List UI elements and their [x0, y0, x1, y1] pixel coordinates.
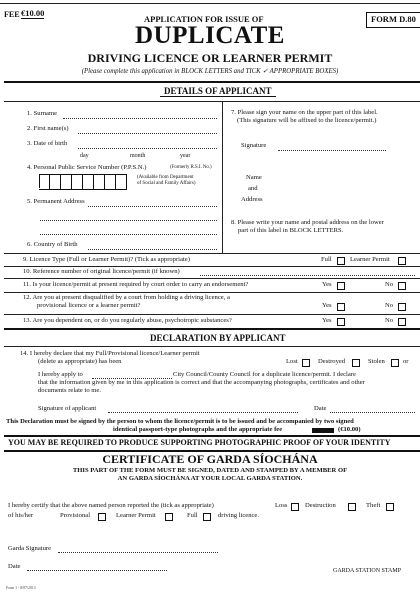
- destruction-checkbox[interactable]: [348, 503, 356, 511]
- garda-signature-field[interactable]: [58, 552, 218, 553]
- q11-yes-label: Yes: [322, 281, 332, 288]
- first-names-field[interactable]: [78, 133, 217, 134]
- q9-rule: [4, 253, 420, 254]
- surname-field[interactable]: [63, 118, 217, 119]
- q12-no-label: No: [385, 302, 394, 309]
- apply-text-3: documents relate to me.: [38, 387, 101, 394]
- q9-learner-label: Learner Permit: [350, 256, 390, 263]
- theft-checkbox[interactable]: [386, 503, 394, 511]
- declaration-line-2: (delete as appropriate) has been: [38, 358, 122, 365]
- q11-no-label: No: [385, 281, 394, 288]
- q11-no-checkbox[interactable]: [398, 282, 406, 290]
- applicant-signature-label: Signature of applicant: [38, 405, 97, 412]
- item7-text: 7. Please sign your name on the upper part of this label.: [231, 109, 378, 116]
- ppsn-cell[interactable]: [105, 174, 116, 190]
- garda-subtitle-2: AN GARDA SÍOCHÁNA AT YOUR LOCAL GARDA STATION.: [117, 475, 303, 482]
- form-code-box: FORM D.80: [366, 12, 420, 28]
- or-label: or: [403, 358, 409, 365]
- ppsn-cell[interactable]: [50, 174, 61, 190]
- declaration-line-1: 14. I hereby declare that my Full/Provisional licence/Learner permit: [20, 350, 200, 357]
- ppsn-availability-2: of Social and Family Affairs): [137, 181, 196, 186]
- declaration-title-rule: [4, 346, 420, 347]
- declaration-note-fee: (€10.00): [338, 426, 361, 433]
- lost-checkbox[interactable]: [302, 359, 310, 367]
- applicant-date-field[interactable]: [330, 412, 415, 413]
- garda-signature-label: Garda Signature: [8, 545, 52, 552]
- form-subtitle: DRIVING LICENCE OR LEARNER PERMIT: [87, 51, 333, 65]
- q9-text: 9. Licence Type (Full or Learner Permit)? (Tick as appropriate): [23, 256, 190, 263]
- first-names-label: 2. First name(s): [27, 125, 69, 132]
- addr-label: Address: [241, 196, 263, 203]
- q10-text: 10. Reference number of original licence/permit (if known): [23, 268, 180, 275]
- q13-yes-checkbox[interactable]: [337, 318, 345, 326]
- address-field-1[interactable]: [88, 206, 217, 207]
- ppsn-cell[interactable]: [72, 174, 83, 190]
- dob-day-label: day: [80, 153, 89, 159]
- details-divider: [222, 101, 223, 253]
- garda-certify-text: I hereby certify that the above named person reported the (tick as appropriate): [8, 502, 214, 509]
- ppsn-cell[interactable]: [39, 174, 50, 190]
- q12-rule: [4, 292, 420, 293]
- garda-date-label: Date: [8, 563, 21, 570]
- proof-rule-top: [4, 435, 420, 437]
- applicant-date-label: Date: [314, 405, 327, 412]
- dob-field[interactable]: [78, 148, 217, 149]
- ppsn-cell[interactable]: [83, 174, 94, 190]
- ppsn-note: (Formerly R.S.I. No.): [170, 165, 212, 170]
- q13-rule: [4, 314, 420, 315]
- garda-station-stamp-label: GARDA STATION STAMP: [333, 568, 402, 574]
- top-rule: [0, 3, 420, 4]
- q13-no-checkbox[interactable]: [398, 318, 406, 326]
- q11-yes-checkbox[interactable]: [337, 282, 345, 290]
- label-signature-field[interactable]: [278, 150, 386, 151]
- country-field[interactable]: [88, 249, 217, 250]
- garda-subtitle-1: THIS PART OF THE FORM MUST BE SIGNED, DATED AND STAMPED BY A MEMBER OF: [72, 467, 348, 474]
- dob-month-label: month: [130, 153, 146, 159]
- ppsn-label: 4. Personal Public Service Number (P.P.S.N.): [27, 164, 147, 171]
- provisional-label: Provisional: [60, 512, 91, 519]
- name-label: Name: [246, 174, 262, 181]
- details-section-title: DETAILS OF APPLICANT: [160, 86, 276, 97]
- q12-yes-label: Yes: [322, 302, 332, 309]
- q11-text: 11. Is your licence/permit at present required by court order to carry an endorsement?: [23, 281, 249, 288]
- application-for-text: APPLICATION FOR ISSUE OF: [144, 14, 264, 24]
- q11-rule: [4, 278, 420, 279]
- provisional-checkbox[interactable]: [98, 513, 106, 521]
- garda-learner-checkbox[interactable]: [165, 513, 173, 521]
- q13-text: 13. Are you dependent on, or do you regularly abuse, psychotropic substances?: [23, 317, 232, 324]
- apply-text-2: that the information given by me in this application is correct and that the accompanying photographs, certificates and other: [38, 379, 365, 386]
- signature-label: Signature: [241, 142, 267, 149]
- ppsn-cell[interactable]: [94, 174, 105, 190]
- q9-full-label: Full: [321, 256, 332, 263]
- declaration-section-title: DECLARATION BY APPLICANT: [150, 333, 286, 343]
- ppsn-cell[interactable]: [61, 174, 72, 190]
- q13-no-label: No: [385, 317, 394, 324]
- applicant-signature-field[interactable]: [108, 412, 298, 413]
- driving-licence-label: driving licence.: [218, 512, 260, 519]
- details-rule: [4, 81, 420, 83]
- ppsn-availability-1: (Available from Department: [137, 175, 194, 180]
- lost-label: Lost: [286, 358, 298, 365]
- ppsn-cell[interactable]: [116, 174, 127, 190]
- q12-yes-checkbox[interactable]: [337, 303, 345, 311]
- destroyed-checkbox[interactable]: [352, 359, 360, 367]
- address-label: 5. Permanent Address: [27, 198, 85, 205]
- and-label: and: [248, 185, 258, 192]
- item8-note: part of this label in BLOCK LETTERS.: [238, 227, 344, 234]
- garda-learner-label: Learner Permit: [116, 512, 156, 519]
- address-field-3[interactable]: [40, 234, 217, 235]
- apply-to-label: I hereby apply to: [38, 371, 83, 378]
- form-footer-code: Form 1 - 8/07/2013: [6, 586, 36, 590]
- loss-label: Loss: [275, 502, 288, 509]
- fee-label: FEE: [4, 10, 20, 19]
- fee-redaction-bar: [312, 428, 334, 433]
- q12-text-2: provisional licence or a learner permit?: [37, 302, 141, 309]
- surname-label: 1. Surname: [27, 110, 58, 117]
- country-label: 6. Country of Birth: [27, 241, 78, 248]
- form-instruction: (Please complete this application in BLOCK LETTERS and TICK ✓ APPROPRIATE BOXES): [81, 68, 339, 75]
- q12-no-checkbox[interactable]: [398, 303, 406, 311]
- q10-field[interactable]: [200, 275, 415, 276]
- declaration-note-2: identical passport-type photographs and the appropriate fee: [113, 426, 283, 433]
- loss-checkbox[interactable]: [291, 503, 299, 511]
- garda-full-checkbox[interactable]: [203, 513, 211, 521]
- item8-text: 8. Please write your name and postal address on the lower: [231, 219, 384, 226]
- destroyed-label: Destroyed: [318, 358, 346, 365]
- proof-of-identity-notice: YOU MAY BE REQUIRED TO PRODUCE SUPPORTING PHOTOGRAPHIC PROOF OF YOUR IDENTITY: [8, 438, 391, 447]
- apply-text-1: City Council/County Council for a duplicate licence/permit. I declare: [173, 371, 356, 378]
- address-field-2[interactable]: [40, 220, 217, 221]
- fee-amount: €10.00: [21, 8, 45, 18]
- form-title: DUPLICATE: [135, 22, 285, 49]
- q9-full-checkbox[interactable]: [337, 257, 345, 265]
- declaration-rule: [4, 328, 420, 330]
- of-his-her-label: of his/her: [8, 512, 34, 519]
- q10-rule: [4, 266, 420, 267]
- q13-yes-label: Yes: [322, 317, 332, 324]
- stolen-label: Stolen: [368, 358, 385, 365]
- destruction-label: Destruction: [305, 502, 336, 509]
- theft-label: Theft: [366, 502, 381, 509]
- garda-date-field[interactable]: [27, 570, 167, 571]
- q12-text-1: 12. Are you at present disqualified by a court from holding a driving licence, a: [23, 294, 230, 301]
- garda-certificate-title: CERTIFICATE OF GARDA SÍOCHÁNA: [102, 452, 318, 466]
- declaration-note-1: This Declaration must be signed by the person to whom the licence/permit is to be issued and be accompanied by two signed: [6, 418, 354, 425]
- details-title-rule: [4, 101, 420, 102]
- dob-label: 3. Date of birth: [27, 140, 68, 147]
- q9-learner-checkbox[interactable]: [398, 257, 406, 265]
- item7-note: (This signature will be affixed to the licence/permit.): [237, 117, 377, 124]
- garda-full-label: Full: [187, 512, 198, 519]
- dob-year-label: year: [180, 153, 191, 159]
- stolen-checkbox[interactable]: [391, 359, 399, 367]
